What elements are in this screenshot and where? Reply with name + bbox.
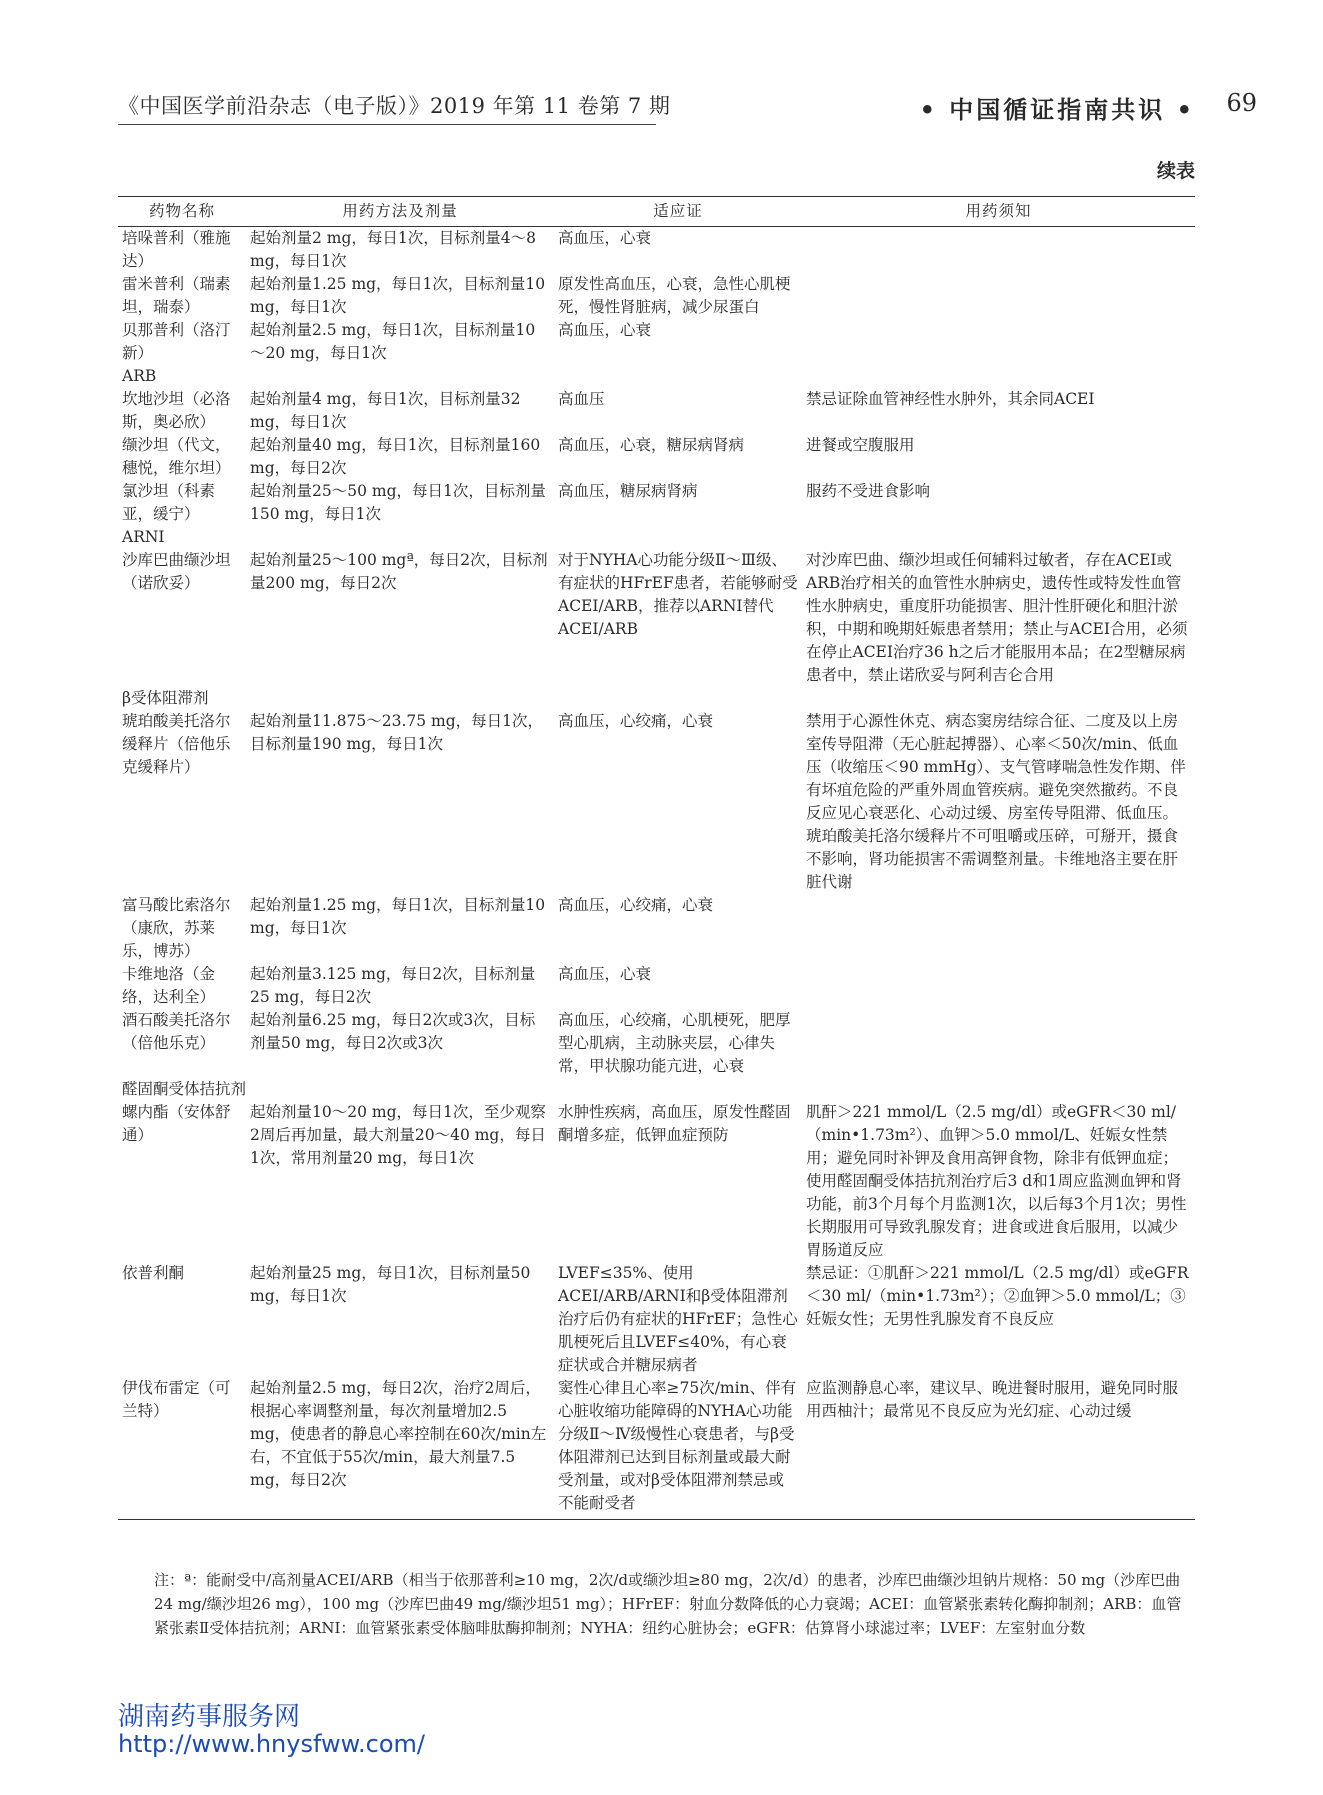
dose-cell: 起始剂量2.5 mg，每日1次，目标剂量10～20 mg，每日1次 xyxy=(250,321,536,362)
footnote xyxy=(118,1568,1195,1640)
indication-cell: 高血压，心绞痛，心衰 xyxy=(558,712,714,730)
page-number: 69 xyxy=(1226,89,1257,117)
notes-cell xyxy=(802,319,1195,365)
table-row xyxy=(118,710,1195,894)
drug-group-label: ARB xyxy=(122,367,157,385)
indication-cell: 高血压，心衰，糖尿病肾病 xyxy=(558,436,745,454)
column-header: 药物名称 xyxy=(118,197,246,227)
notes-cell: 进餐或空腹服用 xyxy=(806,436,915,454)
indication-cell: 高血压，心衰 xyxy=(558,229,652,247)
notes-cell: 禁忌证除血管神经性水肿外，其余同ACEI xyxy=(806,390,1095,408)
drug-table xyxy=(118,196,1195,1520)
drug-group-label: β受体阻滞剂 xyxy=(122,689,209,707)
notes-cell xyxy=(802,963,1195,1009)
table-row xyxy=(118,1262,1195,1377)
notes-cell: 对沙库巴曲、缬沙坦或任何辅料过敏者，存在ACEI或ARB治疗相关的血管性水肿病史，遗传性或特发性血管性水肿病史，重度肝功能损害、胆汁性肝硬化和胆汁淤积，中期和晚期妊娠患者禁用；禁止与ACEI合用，必须在停止ACEI治疗36 h之后才能服用本品；在2型糖尿病患者中，禁止诺欣妥与阿利吉仑合用 xyxy=(806,551,1188,684)
notes-cell xyxy=(802,894,1195,963)
indication-cell: 高血压，心绞痛，心衰 xyxy=(558,896,714,914)
dose-cell: 起始剂量2.5 mg，每日2次，治疗2周后，根据心率调整剂量，每次剂量增加2.5 mg，使患者的静息心率控制在60次/min左右，不宜低于55次/min，最大剂量7.5 mg，每日2次 xyxy=(246,1377,554,1520)
drug-name-cell: 螺内酯（安体舒通） xyxy=(122,1103,231,1144)
table-row xyxy=(118,963,1195,1009)
drug-group-label: 醛固酮受体拮抗剂 xyxy=(122,1080,247,1098)
indication-cell: 水肿性疾病，高血压，原发性醛固酮增多症，低钾血症预防 xyxy=(558,1103,791,1144)
continued-label: 续表 xyxy=(1156,160,1195,182)
indication-cell: 窦性心律且心率≥75次/min、伴有心脏收缩功能障碍的NYHA心功能分级Ⅱ～Ⅳ级慢性心衰患者，与β受体阻滞剂已达到目标剂量或最大耐受剂量，或对β受体阻滞剂禁忌或不能耐受者 xyxy=(554,1377,802,1520)
table-row xyxy=(118,227,1195,274)
watermark-site-name: 湖南药事服务网 xyxy=(118,1702,301,1732)
watermark-url[interactable]: http://www.hnysfww.com/ xyxy=(118,1730,426,1758)
dose-cell: 起始剂量25～100 mgª，每日2次，目标剂量200 mg，每日2次 xyxy=(250,551,548,592)
indication-cell: 高血压 xyxy=(558,390,605,408)
notes-cell xyxy=(802,227,1195,274)
indication-cell: 高血压，糖尿病肾病 xyxy=(558,482,698,500)
drug-name-cell: 富马酸比索洛尔（康欣，苏莱乐，博苏） xyxy=(122,896,231,960)
drug-name-cell: 伊伐布雷定（可兰特） xyxy=(118,1377,246,1520)
table-row xyxy=(118,319,1195,365)
dose-cell: 起始剂量2 mg，每日1次，目标剂量4～8 mg，每日1次 xyxy=(250,229,536,270)
indication-cell: 原发性高血压，心衰，急性心肌梗死，慢性肾脏病，减少尿蛋白 xyxy=(558,275,791,316)
dose-cell: 起始剂量10～20 mg，每日1次，至少观察2周后再加量，最大剂量20～40 mg，每日1次，常用剂量20 mg，每日1次 xyxy=(250,1103,546,1167)
indication-cell: 高血压，心衰 xyxy=(558,965,652,983)
drug-name-cell: 坎地沙坦（必洛斯，奥必欣） xyxy=(122,390,231,431)
table-row xyxy=(118,1377,1195,1520)
dose-cell: 起始剂量25～50 mg，每日1次，目标剂量150 mg，每日1次 xyxy=(250,482,546,523)
notes-cell: 应监测静息心率，建议早、晚进餐时服用，避免同时服用西柚汁；最常见不良反应为光幻症、心动过缓 xyxy=(802,1377,1195,1520)
notes-cell: 禁用于心源性休克、病态窦房结综合征、二度及以上房室传导阻滞（无心脏起搏器）、心率＜50次/min、低血压（收缩压＜90 mmHg）、支气管哮喘急性发作期、伴有坏疽危险的严重外周血管疾病。避免突然撤药。不良反应见心衰恶化、心动过缓、房室传导阻滞、低血压。琥珀酸美托洛尔缓释片不可咀嚼或压碎，可掰开，摄食不影响，肾功能损害不需调整剂量。卡维地洛主要在肝脏代谢 xyxy=(806,712,1186,891)
indication-cell: 对于NYHA心功能分级Ⅱ～Ⅲ级、有症状的HFrEF患者，若能够耐受ACEI/ARB，推荐以ARNI替代ACEI/ARB xyxy=(558,551,798,638)
notes-cell: 服药不受进食影响 xyxy=(806,482,931,500)
column-header: 用药方法及剂量 xyxy=(246,197,554,227)
header-rule xyxy=(118,124,656,125)
table-row xyxy=(118,549,1195,687)
table-row xyxy=(118,434,1195,480)
drug-name-cell: 培哚普利（雅施达） xyxy=(122,229,231,270)
group-row xyxy=(118,365,1195,388)
dose-cell: 起始剂量40 mg，每日1次，目标剂量160 mg，每日2次 xyxy=(250,436,541,477)
drug-name-cell: 酒石酸美托洛尔（倍他乐克） xyxy=(122,1011,231,1052)
table-row xyxy=(118,388,1195,434)
footnote-text: 注：ª：能耐受中/高剂量ACEI/ARB（相当于依那普利≥10 mg，2次/d或缬沙坦≥80 mg，2次/d）的患者，沙库巴曲缬沙坦钠片规格：50 mg（沙库巴曲24 mg/缬沙坦26 mg），100 mg（沙库巴曲49 mg/缬沙坦51 mg）；HFrEF：射血分数降低的心力衰竭；ACEI：血管紧张素转化酶抑制剂；ARB：血管紧张素Ⅱ受体拮抗剂；ARNI：血管紧张素受体脑啡肽酶抑制剂；NYHA：纽约心脏协会；eGFR：估算肾小球滤过率；LVEF：左室射血分数 xyxy=(154,1571,1182,1637)
notes-cell: 肌酐＞221 mmol/L（2.5 mg/dl）或eGFR＜30 ml/（min•1.73m²）、血钾＞5.0 mmol/L、妊娠女性禁用；避免同时补钾及食用高钾食物，除非有低钾血症；使用醛固酮受体拮抗剂治疗后3 d和1周应监测血钾和肾功能，前3个月每个月监测1次，以后每3个月1次；男性长期服用可导致乳腺发育；进食或进食后服用，以减少胃肠道反应 xyxy=(806,1103,1187,1259)
notes-cell xyxy=(802,1009,1195,1078)
section-title: • 中国循证指南共识 • xyxy=(919,96,1195,124)
drug-name-cell: 沙库巴曲缬沙坦（诺欣妥） xyxy=(122,551,231,592)
drug-name-cell: 卡维地洛（金络，达利全） xyxy=(122,965,216,1006)
table-row xyxy=(118,1101,1195,1262)
indication-cell: 高血压，心衰 xyxy=(558,321,652,339)
journal-header: 《中国医学前沿杂志（电子版）》2019 年第 11 卷第 7 期 xyxy=(118,94,671,118)
group-row xyxy=(118,526,1195,549)
drug-name-cell: 依普利酮 xyxy=(122,1264,185,1282)
group-row xyxy=(118,687,1195,710)
indication-cell: LVEF≤35%、使用ACEI/ARB/ARNI和β受体阻滞剂治疗后仍有症状的HFrEF；急性心肌梗死后且LVEF≤40%，有心衰症状或合并糖尿病者 xyxy=(558,1264,798,1374)
notes-cell: 禁忌证：①肌酐＞221 mmol/L（2.5 mg/dl）或eGFR＜30 ml/（min•1.73m²）；②血钾＞5.0 mmol/L；③妊娠女性；无男性乳腺发育不良反应 xyxy=(806,1264,1189,1328)
table-header-row xyxy=(118,197,1195,227)
notes-cell xyxy=(802,273,1195,319)
table-row xyxy=(118,273,1195,319)
drug-name-cell: 贝那普利（洛汀新） xyxy=(122,321,231,362)
group-row xyxy=(118,1078,1195,1101)
column-header: 用药须知 xyxy=(802,197,1195,227)
dose-cell: 起始剂量4 mg，每日1次，目标剂量32 mg，每日1次 xyxy=(250,390,521,431)
dose-cell: 起始剂量25 mg，每日1次，目标剂量50 mg，每日1次 xyxy=(250,1264,531,1305)
table-row xyxy=(118,480,1195,526)
dose-cell: 起始剂量1.25 mg，每日1次，目标剂量10 mg，每日1次 xyxy=(250,275,546,316)
table-row xyxy=(118,894,1195,963)
drug-name-cell: 氯沙坦（科素亚，缓宁） xyxy=(122,482,216,523)
dose-cell: 起始剂量11.875～23.75 mg，每日1次，目标剂量190 mg，每日1次 xyxy=(250,712,544,753)
drug-name-cell: 琥珀酸美托洛尔缓释片（倍他乐克缓释片） xyxy=(122,712,231,776)
drug-name-cell: 缬沙坦（代文，穗悦，维尔坦） xyxy=(122,436,231,477)
dose-cell: 起始剂量1.25 mg，每日1次，目标剂量10 mg，每日1次 xyxy=(250,896,546,937)
indication-cell: 高血压，心绞痛，心肌梗死，肥厚型心肌病，主动脉夹层，心律失常，甲状腺功能亢进，心衰 xyxy=(558,1011,791,1075)
table-row xyxy=(118,1009,1195,1078)
column-header: 适应证 xyxy=(554,197,802,227)
drug-group-label: ARNI xyxy=(122,528,165,546)
dose-cell: 起始剂量3.125 mg，每日2次，目标剂量25 mg，每日2次 xyxy=(250,965,536,1006)
drug-name-cell: 雷米普利（瑞素坦，瑞泰） xyxy=(122,275,231,316)
dose-cell: 起始剂量6.25 mg，每日2次或3次，目标剂量50 mg，每日2次或3次 xyxy=(250,1011,536,1052)
table-body xyxy=(118,227,1195,1520)
